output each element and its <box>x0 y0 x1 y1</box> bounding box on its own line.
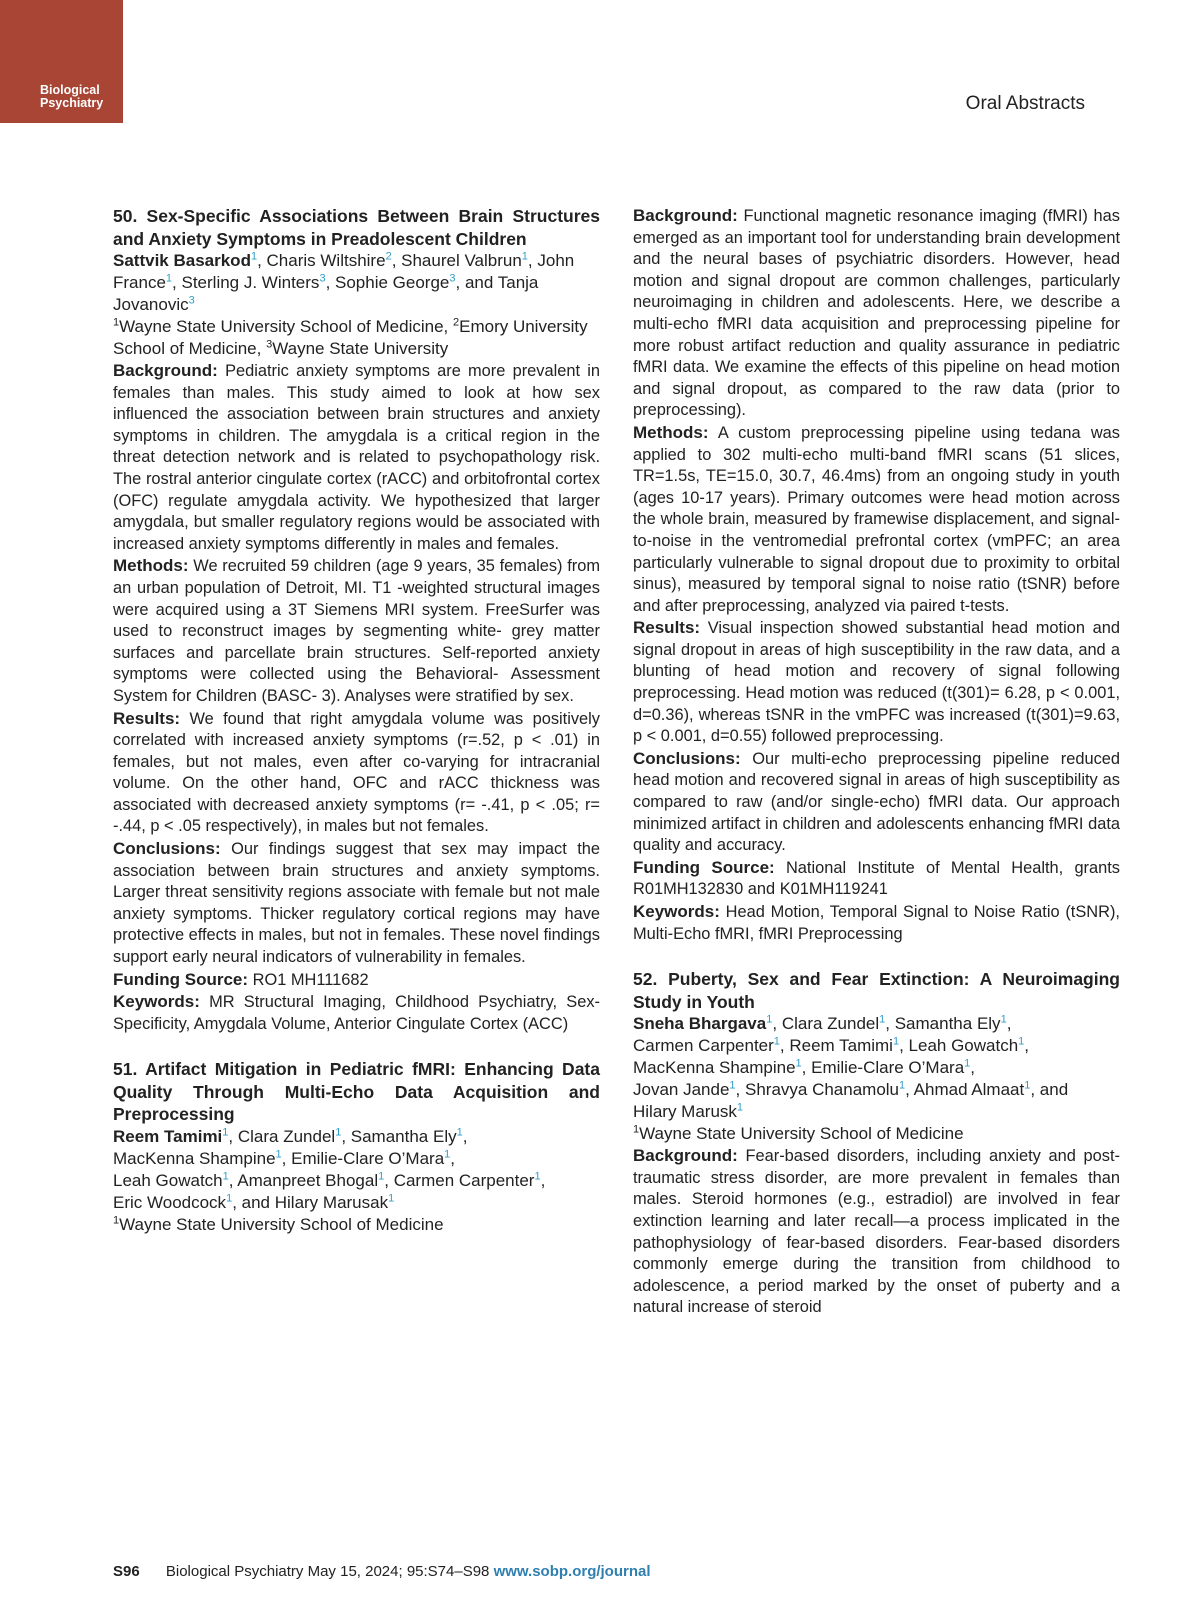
abstract-51-title: 51. Artifact Mitigation in Pediatric fMRI: Enhancing Data Quality Through Multi-Echo Data Acquisition and Preprocessing <box>113 1059 600 1125</box>
abstract-52-background: Background: Fear-based disorders, including anxiety and post-traumatic stress disorder, are more prevalent in females than males. Steroid hormones (e.g., estradiol) are involved in fear extinction learning and later recall—a process implicated in the pathophysiology of fear-based disorders. Fear-based disorders commonly emerge during the transition from childhood to adolescence, a period marked by the onset of puberty and a natural increase of steroid <box>633 1146 1120 1317</box>
abstract-50-funding: Funding Source: RO1 MH111682 <box>113 969 369 989</box>
journal-link[interactable]: www.sobp.org/journal <box>493 1563 651 1580</box>
abstract-51-authors: Reem Tamimi$^1$, Clara Zundel$^1$, Samantha Ely$^1$, MacKenna Shampine$^1$, Emilie-Clare O’Mara$^1$, Leah Gowatch$^1$, Amanpreet Bhogal$^1$, Carmen Carpenter$^1$, Eric Woodcock$^1$, and Hilary Marusak$^1$ <box>113 1126 546 1212</box>
abstract-51-funding: Funding Source: National Institute of Mental Health, grants R01MH132830 and K01MH119241 <box>633 857 1120 899</box>
journal-name: Biological Psychiatry <box>40 83 104 110</box>
abstract-52-affiliation: $^1$Wayne State University School of Medicine <box>633 1123 964 1144</box>
abstract-50-affiliations: $^1$Wayne State University School of Medicine, $^2$Emory University School of Medicine, $^3$Wayne State University <box>113 316 588 358</box>
page-number: S96 <box>113 1563 140 1580</box>
left-column <box>113 205 600 1236</box>
citation: Biological Psychiatry May 15, 2024; 95:S74–S98 <box>165 1563 490 1580</box>
abstract-51-affiliation: $^1$Wayne State University School of Medicine <box>113 1214 444 1234</box>
section-label: Oral Abstracts <box>965 93 1085 114</box>
abstract-52-authors: Sneha Bhargava$^1$, Clara Zundel$^1$, Samantha Ely$^1$, Carmen Carpenter$^1$, Reem Tamimi$^1$, Leah Gowatch$^1$, MacKenna Shampine$^1$, Emilie-Clare O’Mara$^1$, Jovan Jande$^1$, Shravya Chanamolu$^1$, Ahmad Almaat$^1$, and Hilary Marusk$^1$ <box>633 1013 1069 1122</box>
abstract-50-keywords: Keywords: MR Structural Imaging, Childhood Psychiatry, Sex-Specificity, Amygdala Volume, Anterior Cingulate Cortex (ACC) <box>113 992 600 1033</box>
abstract-50-results: Results: We found that right amygdala volume was positively correlated with increased anxiety symptoms (r=.52, p < .01) in females, but not males, even after co-varying for intracranial volume. On the other hand, OFC and rACC thickness was associated with decreased anxiety symptoms (r= -.41, p < .05; r= -.44, p < .05 respectively), in males but not females. <box>113 708 600 836</box>
abstract-50-background: Background: Pediatric anxiety symptoms are more prevalent in females than males. This study aimed to look at how sex influenced the association between brain structures and anxiety symptoms in children. The amygdala is a critical region in the threat detection network and is related to psychopathology risk. The rostral anterior cingulate cortex (rACC) and orbitofrontal cortex (OFC) regulate amygdala activity. We hypothesized that larger amygdala, but smaller regulatory regions would be associated with increased anxiety symptoms differently in males and females. <box>113 361 601 553</box>
abstract-52-title: 52. Puberty, Sex and Fear Extinction: A Neuroimaging Study in Youth <box>633 969 1120 1012</box>
right-column <box>633 205 1120 1319</box>
abstract-51-background: Background: Functional magnetic resonance imaging (fMRI) has emerged as an important tool for understanding brain development and the neural bases of psychiatric disorders. However, head motion and signal dropout are common challenges, particularly neuroimaging in children and adolescents. Here, we describe a multi-echo fMRI data acquisition and preprocessing pipeline for more robust artifact reduction and quality assurance in pediatric fMRI data. We examine the effects of this pipeline on head motion and signal dropout, as compared to the raw data (prior to preprocessing). <box>633 206 1120 420</box>
abstract-50-authors: Sattvik Basarkod$^1$, Charis Wiltshire$^2$, Shaurel Valbrun$^1$, John France$^1$, Sterling J. Winters$^3$, Sophie George$^3$, and Tanja Jovanovic$^3$ <box>113 250 575 314</box>
journal-logo-tab <box>0 0 123 123</box>
abstract-50-conclusions: Conclusions: Our findings suggest that sex may impact the association between brain structures and anxiety symptoms. Larger threat sensitivity regions associate with female but not male anxiety symptoms. Thicker regulatory cortical regions may have protective effects in males, but not in females. These novel findings support early neural indicators of vulnerability in females. <box>113 839 600 967</box>
abstract-51-methods: Methods: A custom preprocessing pipeline using tedana was applied to 302 multi-echo multi-band fMRI scans (51 slices, TR=1.5s, TE=15.0, 30.7, 46.4ms) from an ongoing study in youth (ages 10-17 years). Primary outcomes were head motion across the whole brain, measured by framewise displacement, and signal-to-noise in the ventromedial prefrontal cortex (vmPFC; an area particularly vulnerable to signal dropout due to proximity to orbital sinus), measured by temporal signal to noise ratio (tSNR) before and after preprocessing, analyzed via paired t-tests. <box>633 422 1120 615</box>
abstract-50-title: 50. Sex-Specific Associations Between Brain Structures and Anxiety Symptoms in Preadolescent Children <box>113 206 600 249</box>
abstract-51-conclusions: Conclusions: Our multi-echo preprocessing pipeline reduced head motion and recovered signal in areas of high susceptibility as compared to raw (and/or single-echo) fMRI data. Our approach minimized artifact in children and adolescents enhancing fMRI data quality and accuracy. <box>633 748 1120 855</box>
page-footer <box>113 1563 651 1580</box>
abstract-50-methods: Methods: We recruited 59 children (age 9 years, 35 females) from an urban population of Detroit, MI. T1 -weighted structural images were acquired using a 3T Siemens MRI system. FreeSurfer was used to reconstruct images by segmenting white- grey matter surfaces and parcellate brain structures. Self-reported anxiety symptoms were collected using the Behavioral- Assessment System for Children (BASC- 3). Analyses were stratified by sex. <box>113 556 600 705</box>
abstract-51-results: Results: Visual inspection showed substantial head motion and signal dropout in areas of high susceptibility in the raw data, and a blunting of head motion and recovery of signal following preprocessing. Head motion was reduced (t(301)= 6.28, p < 0.001, d=0.36), whereas tSNR in the vmPFC was increased (t(301)=9.63, p < 0.001, d=0.55) followed preprocessing. <box>633 618 1120 746</box>
abstract-51-keywords: Keywords: Head Motion, Temporal Signal to Noise Ratio (tSNR), Multi-Echo fMRI, fMRI Preprocessing <box>633 902 1120 943</box>
